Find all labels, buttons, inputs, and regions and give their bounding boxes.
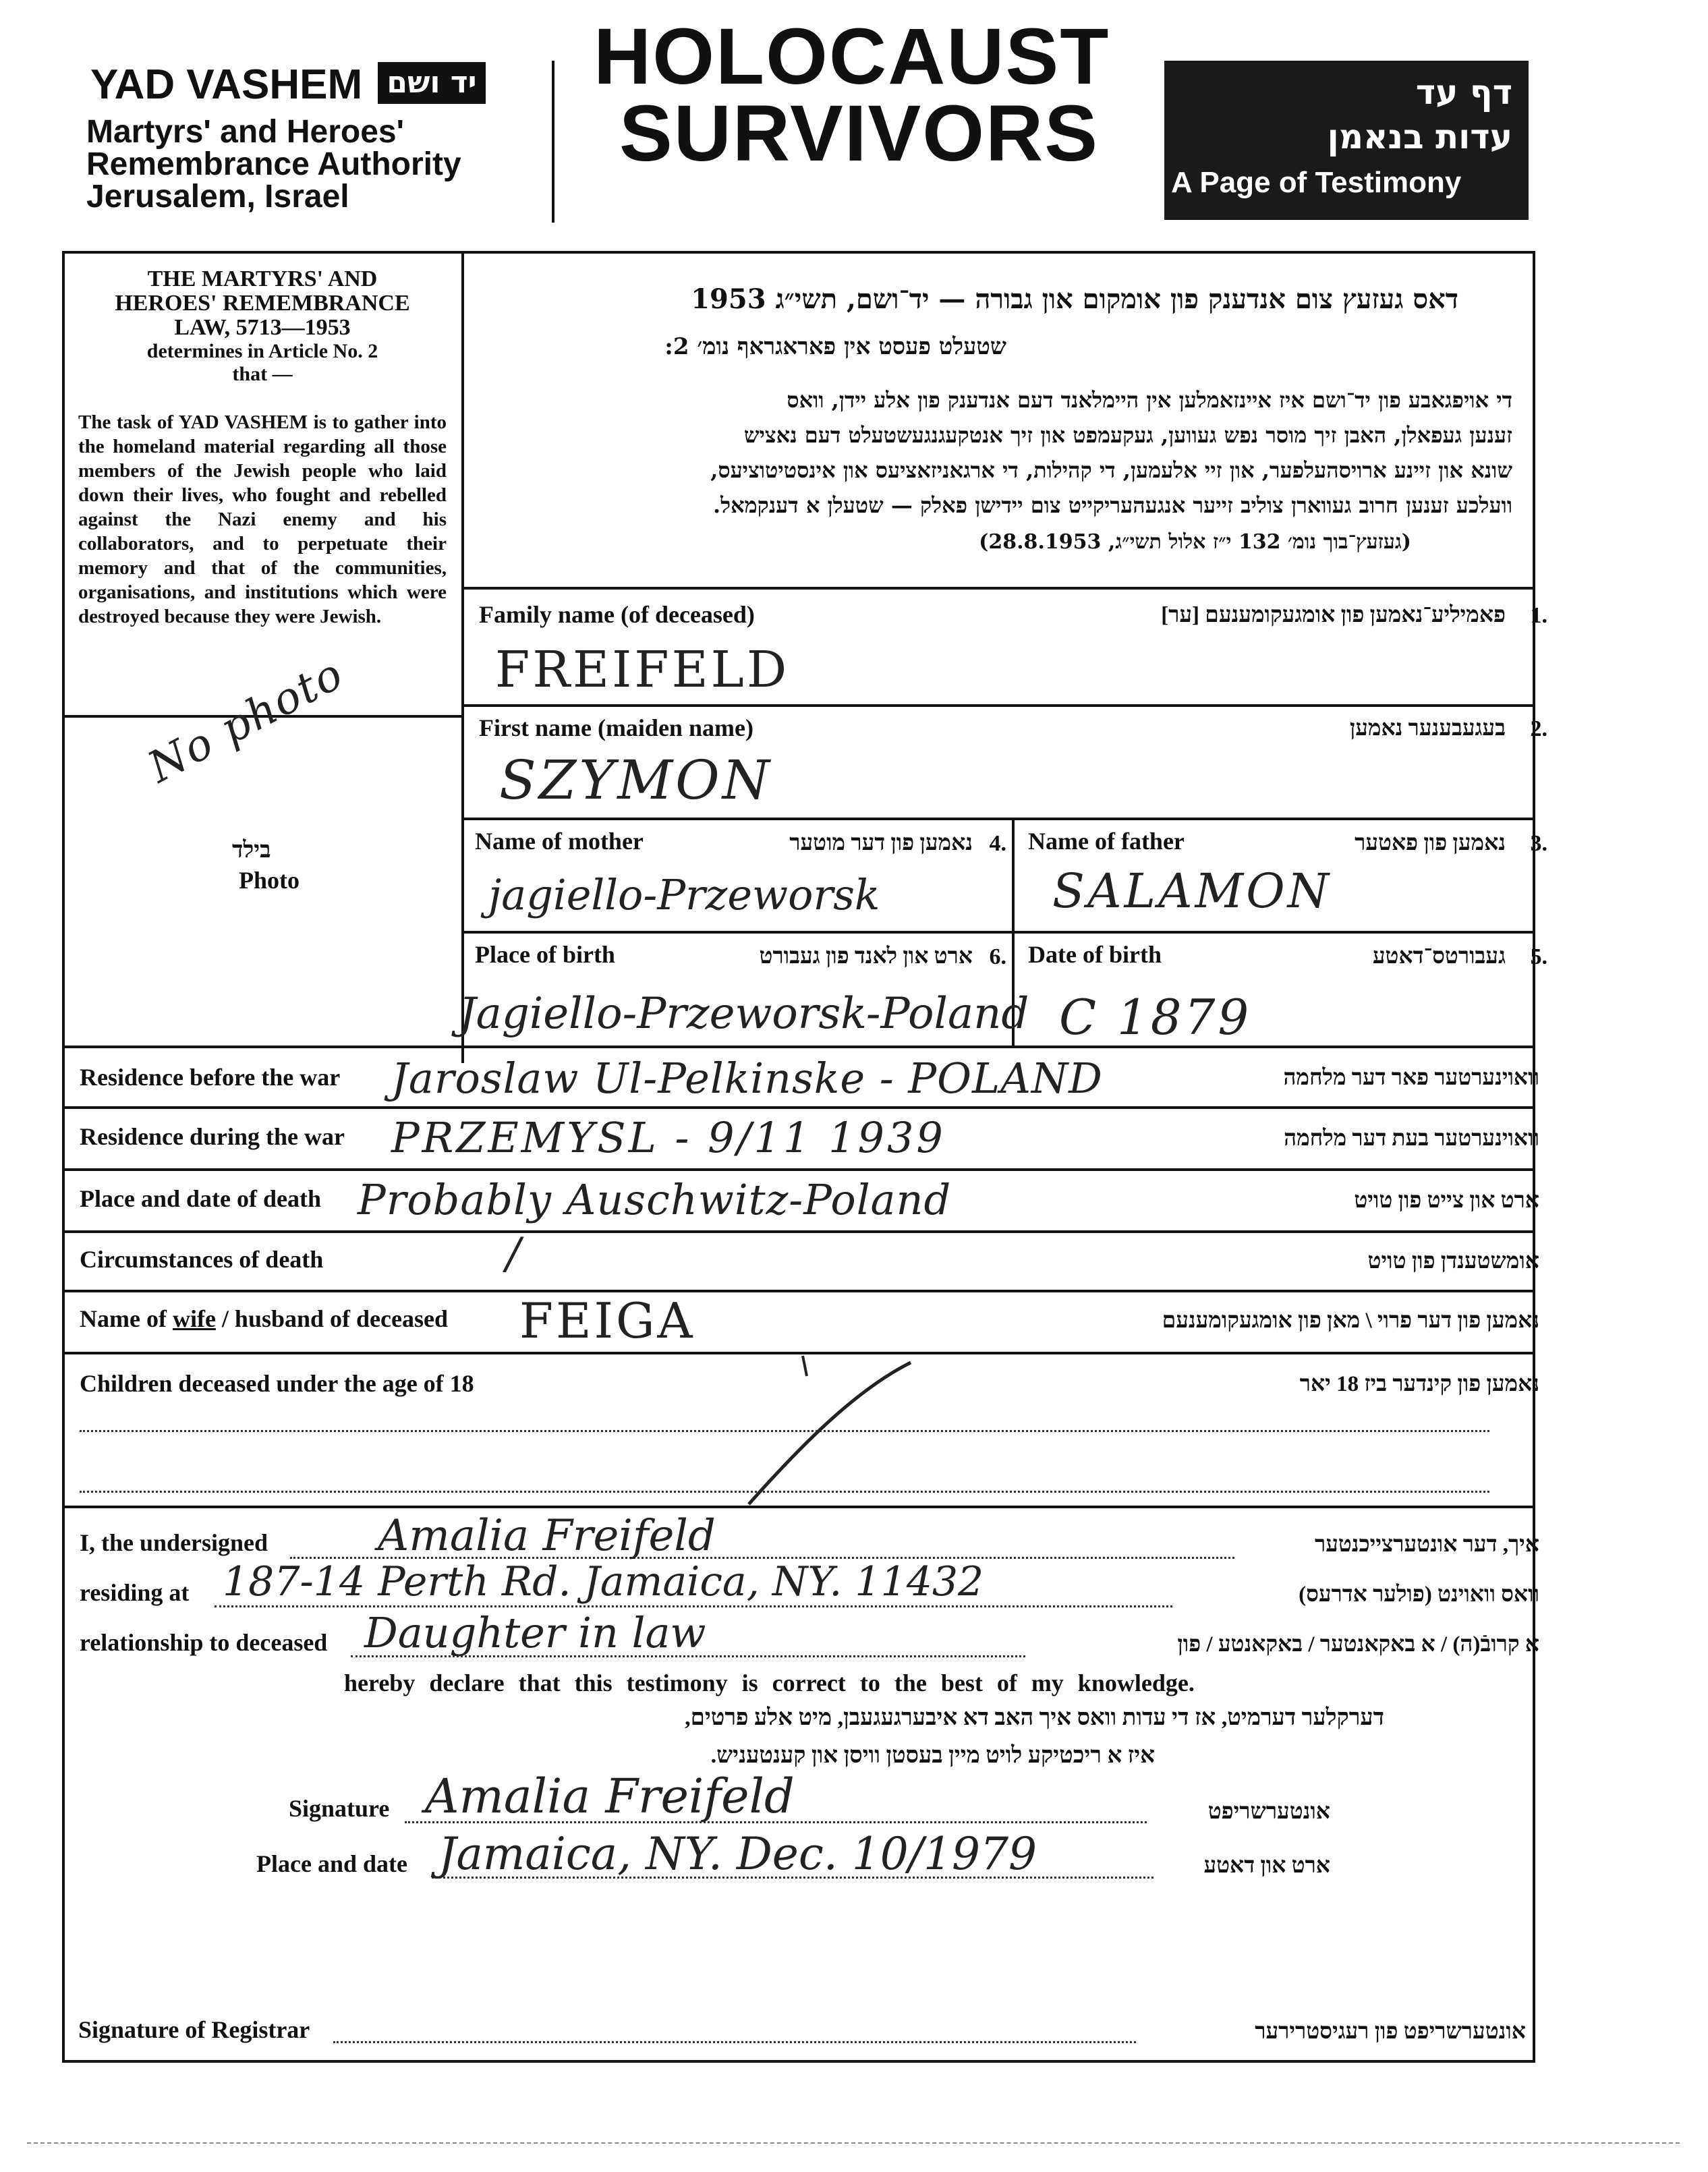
residing-hebrew: וואס וואוינט (פולער אדרעס) <box>1299 1582 1539 1607</box>
relationship-value[interactable]: Daughter in law <box>364 1608 706 1657</box>
father-label: Name of father <box>1028 828 1185 855</box>
place-of-birth-label: Place of birth <box>475 941 615 968</box>
law-title-3: LAW, 5713—1953 <box>174 315 351 340</box>
yiddish-law-line-6: וועלכע זענען חרוב געווארן צוליב זייער אנגעהעריקייט צום יידישן פאלק — שטעלן א דענקמאל. <box>713 492 1512 518</box>
spouse-label-wife: wife <box>172 1305 216 1332</box>
banner-title-2: SURVIVORS <box>619 89 1099 178</box>
registrar-label: Signature of Registrar <box>78 2016 310 2043</box>
logo-caption: A Page of Testimony <box>1171 166 1462 199</box>
declaration-hebrew-2: איז א ריכטיקע לויט מיין בעסטן וויסן און קענטעניש. <box>710 1743 1155 1768</box>
place-of-birth-number: 6. <box>989 944 1006 969</box>
mother-number: 4. <box>989 831 1006 856</box>
spouse-label-post: / husband of deceased <box>215 1305 448 1332</box>
scan-artifact <box>27 2142 1680 2144</box>
spouse-label <box>80 1305 448 1333</box>
logo-hebrew-2: עדות בנאמן <box>1327 117 1512 156</box>
org-name: YAD VASHEM <box>90 61 363 108</box>
family-name-value[interactable]: FREIFELD <box>495 641 790 699</box>
signature-label: Signature <box>289 1795 390 1822</box>
place-of-birth-hebrew: ארט און לאנד פון געבורט <box>759 944 973 969</box>
spouse-label-pre: Name of <box>80 1305 173 1332</box>
registrar-line[interactable] <box>333 2041 1136 2043</box>
banner-title-1: HOLOCAUST <box>594 12 1110 101</box>
family-name-label: Family name (of deceased) <box>479 601 755 628</box>
logo-hebrew-1: דף עד <box>1415 73 1512 112</box>
mother-value[interactable]: jagiello-Przeworsk <box>488 870 880 919</box>
declaration-hebrew-1: דערקלער דערמיט, אז די עדות וואס איך האב דא איבערגעגעבן, מיט אלע פרטים, <box>685 1705 1384 1730</box>
residence-before-value[interactable]: Jaroslaw Ul-Pelkinske - POLAND <box>391 1054 1103 1103</box>
row-divider <box>461 931 1535 934</box>
row-divider <box>62 1506 1535 1508</box>
date-of-birth-value[interactable]: C 1879 <box>1059 989 1252 1046</box>
undersigned-hebrew: איך, דער אונטערצייכנטער <box>1314 1533 1539 1557</box>
yiddish-law-line-5: שונא און זיינע ארויסהעלפער, און זיי אלעמען, די קהילות, די ארגאניזאציעס און אינסטיטוציעס, <box>710 457 1512 483</box>
place-date-hebrew: ארט און דאטע <box>1203 1854 1330 1878</box>
residing-line <box>215 1605 1172 1607</box>
org-line-1: Martyrs' and Heroes' <box>86 114 404 150</box>
org-line-2: Remembrance Authority <box>86 146 461 182</box>
signature-hebrew: אונטערשריפט <box>1207 1800 1330 1824</box>
residence-during-hebrew: וואוינערטער בעת דער מלחמה <box>1284 1126 1539 1151</box>
residence-before-hebrew: וואוינערטער פאר דער מלחמה <box>1283 1066 1539 1090</box>
children-strike-mark <box>708 1349 924 1511</box>
first-name-number: 2. <box>1530 716 1547 741</box>
place-date-value[interactable]: Jamaica, NY. Dec. 10/1979 <box>438 1828 1037 1880</box>
no-photo-note: No photo <box>140 648 352 793</box>
death-hebrew: ארט און צייט פון טויט <box>1354 1189 1539 1213</box>
law-text: The task of YAD VASHEM is to gather into the homeland material regarding all those members of the Jewish people who laid down their lives, who fought and rebelled against the Nazi enemy and his collaborators, and to perpetuate their memory and that of the communities, organisations, and institutions which were destroyed because they were Jewish. <box>78 411 447 627</box>
yiddish-law-line-4: זענען געפאלן, האבן זיך מוסר נפש געווען, געקעמפט און זיך אנטקעגנגעשטעלט דעם נאציש <box>743 422 1512 448</box>
residing-value[interactable]: 187-14 Perth Rd. Jamaica, NY. 11432 <box>223 1558 984 1605</box>
yiddish-law-line-7: (געזעץ־בוך נומ׳ 132 י״ז אלול תשי״ג, 28.8.1953) <box>979 530 1411 554</box>
row-divider <box>62 1230 1535 1233</box>
registrar-hebrew: אונטערשריפט פון רעגיסטרירער <box>1255 2020 1526 2044</box>
date-of-birth-label: Date of birth <box>1028 941 1162 968</box>
org-line-3: Jerusalem, Israel <box>86 179 349 215</box>
relationship-label: relationship to deceased <box>80 1629 328 1656</box>
residence-before-label: Residence before the war <box>80 1064 341 1091</box>
undersigned-value[interactable]: Amalia Freifeld <box>378 1511 716 1561</box>
residence-during-value[interactable]: PRZEMYSL - 9/11 1939 <box>391 1113 946 1162</box>
page-of-testimony-logo <box>1164 61 1529 220</box>
law-box <box>78 267 447 629</box>
signature-value[interactable]: Amalia Freifeld <box>425 1769 795 1824</box>
place-date-label: Place and date <box>256 1850 407 1877</box>
date-of-birth-number: 5. <box>1530 944 1547 969</box>
undersigned-label: I, the undersigned <box>80 1529 268 1556</box>
law-title-2: HEROES' REMEMBRANCE <box>115 291 410 316</box>
row-divider <box>461 818 1535 820</box>
photo-label-hebrew: בילד <box>232 836 271 863</box>
first-name-hebrew: בעגעבענער נאמען <box>1349 716 1506 741</box>
father-hebrew: נאמען פון פאטער <box>1355 831 1506 855</box>
first-name-value[interactable]: SZYMON <box>499 749 772 811</box>
circumstances-label: Circumstances of death <box>80 1246 324 1273</box>
row-divider <box>461 587 1535 590</box>
header-divider <box>552 61 554 223</box>
row-divider <box>62 1168 1535 1171</box>
left-column-divider <box>461 251 464 1063</box>
date-of-birth-hebrew: געבורטס־דאטע <box>1372 944 1506 969</box>
declaration-english: hereby declare that this testimony is correct to the best of my knowledge. <box>344 1669 1195 1696</box>
law-title-4: determines in Article No. 2 <box>146 340 378 362</box>
circumstances-value[interactable]: / <box>506 1229 523 1279</box>
residence-during-label: Residence during the war <box>80 1123 345 1150</box>
relationship-hebrew: א קרובֿ(ה) / א באקאנטער / באקאנטע / פון <box>1177 1632 1539 1657</box>
law-title-1: THE MARTYRS' AND <box>147 266 378 291</box>
mother-hebrew: נאמען פון דער מוטער <box>789 831 973 855</box>
place-of-birth-value[interactable]: Jagiello-Przeworsk-Poland <box>459 989 1029 1039</box>
father-number: 3. <box>1530 831 1547 856</box>
yiddish-law-line-1: דאס געזעץ צום אנדענק פון אומקום און גבורה — יד־ושם, תשי״ג 1953 <box>691 283 1458 315</box>
row-divider <box>461 704 1535 707</box>
death-label: Place and date of death <box>80 1185 321 1212</box>
children-label: Children deceased under the age of 18 <box>80 1370 474 1397</box>
children-hebrew: נאמען פון קינדער ביז 18 יאר <box>1299 1372 1539 1396</box>
father-value[interactable]: SALAMON <box>1052 863 1332 919</box>
law-title-5: that — <box>232 363 293 385</box>
circumstances-hebrew: אומשטענדן פון טויט <box>1367 1249 1539 1274</box>
family-name-hebrew: פאמיליע־נאמען פון אומגעקומענעם [ער] <box>1161 603 1506 627</box>
first-name-label: First name (maiden name) <box>479 714 753 741</box>
yiddish-law-line-3: די אויפגאבע פון יד־ושם איז איינזאמלען אין היימלאנד דעם אנדענק פון אלע יידן, וואס <box>787 387 1512 413</box>
row-divider <box>62 1290 1535 1292</box>
spouse-hebrew: נאמען פון דער פרוי \ מאן פון אומגעקומענעם <box>1162 1309 1539 1333</box>
mother-label: Name of mother <box>475 828 644 855</box>
family-name-number: 1. <box>1530 603 1547 628</box>
yiddish-law-line-2: שטעלט פעסט אין פאראגראף נומ׳ 2: <box>664 333 1006 360</box>
photo-label: Photo <box>239 867 300 894</box>
row-divider <box>62 1106 1535 1109</box>
residing-label: residing at <box>80 1579 190 1606</box>
death-value[interactable]: Probably Auschwitz-Poland <box>358 1175 952 1224</box>
spouse-value[interactable]: FEIGA <box>519 1292 695 1349</box>
row-divider <box>62 1046 1535 1048</box>
org-hebrew-logo: יד ושם <box>378 62 486 104</box>
